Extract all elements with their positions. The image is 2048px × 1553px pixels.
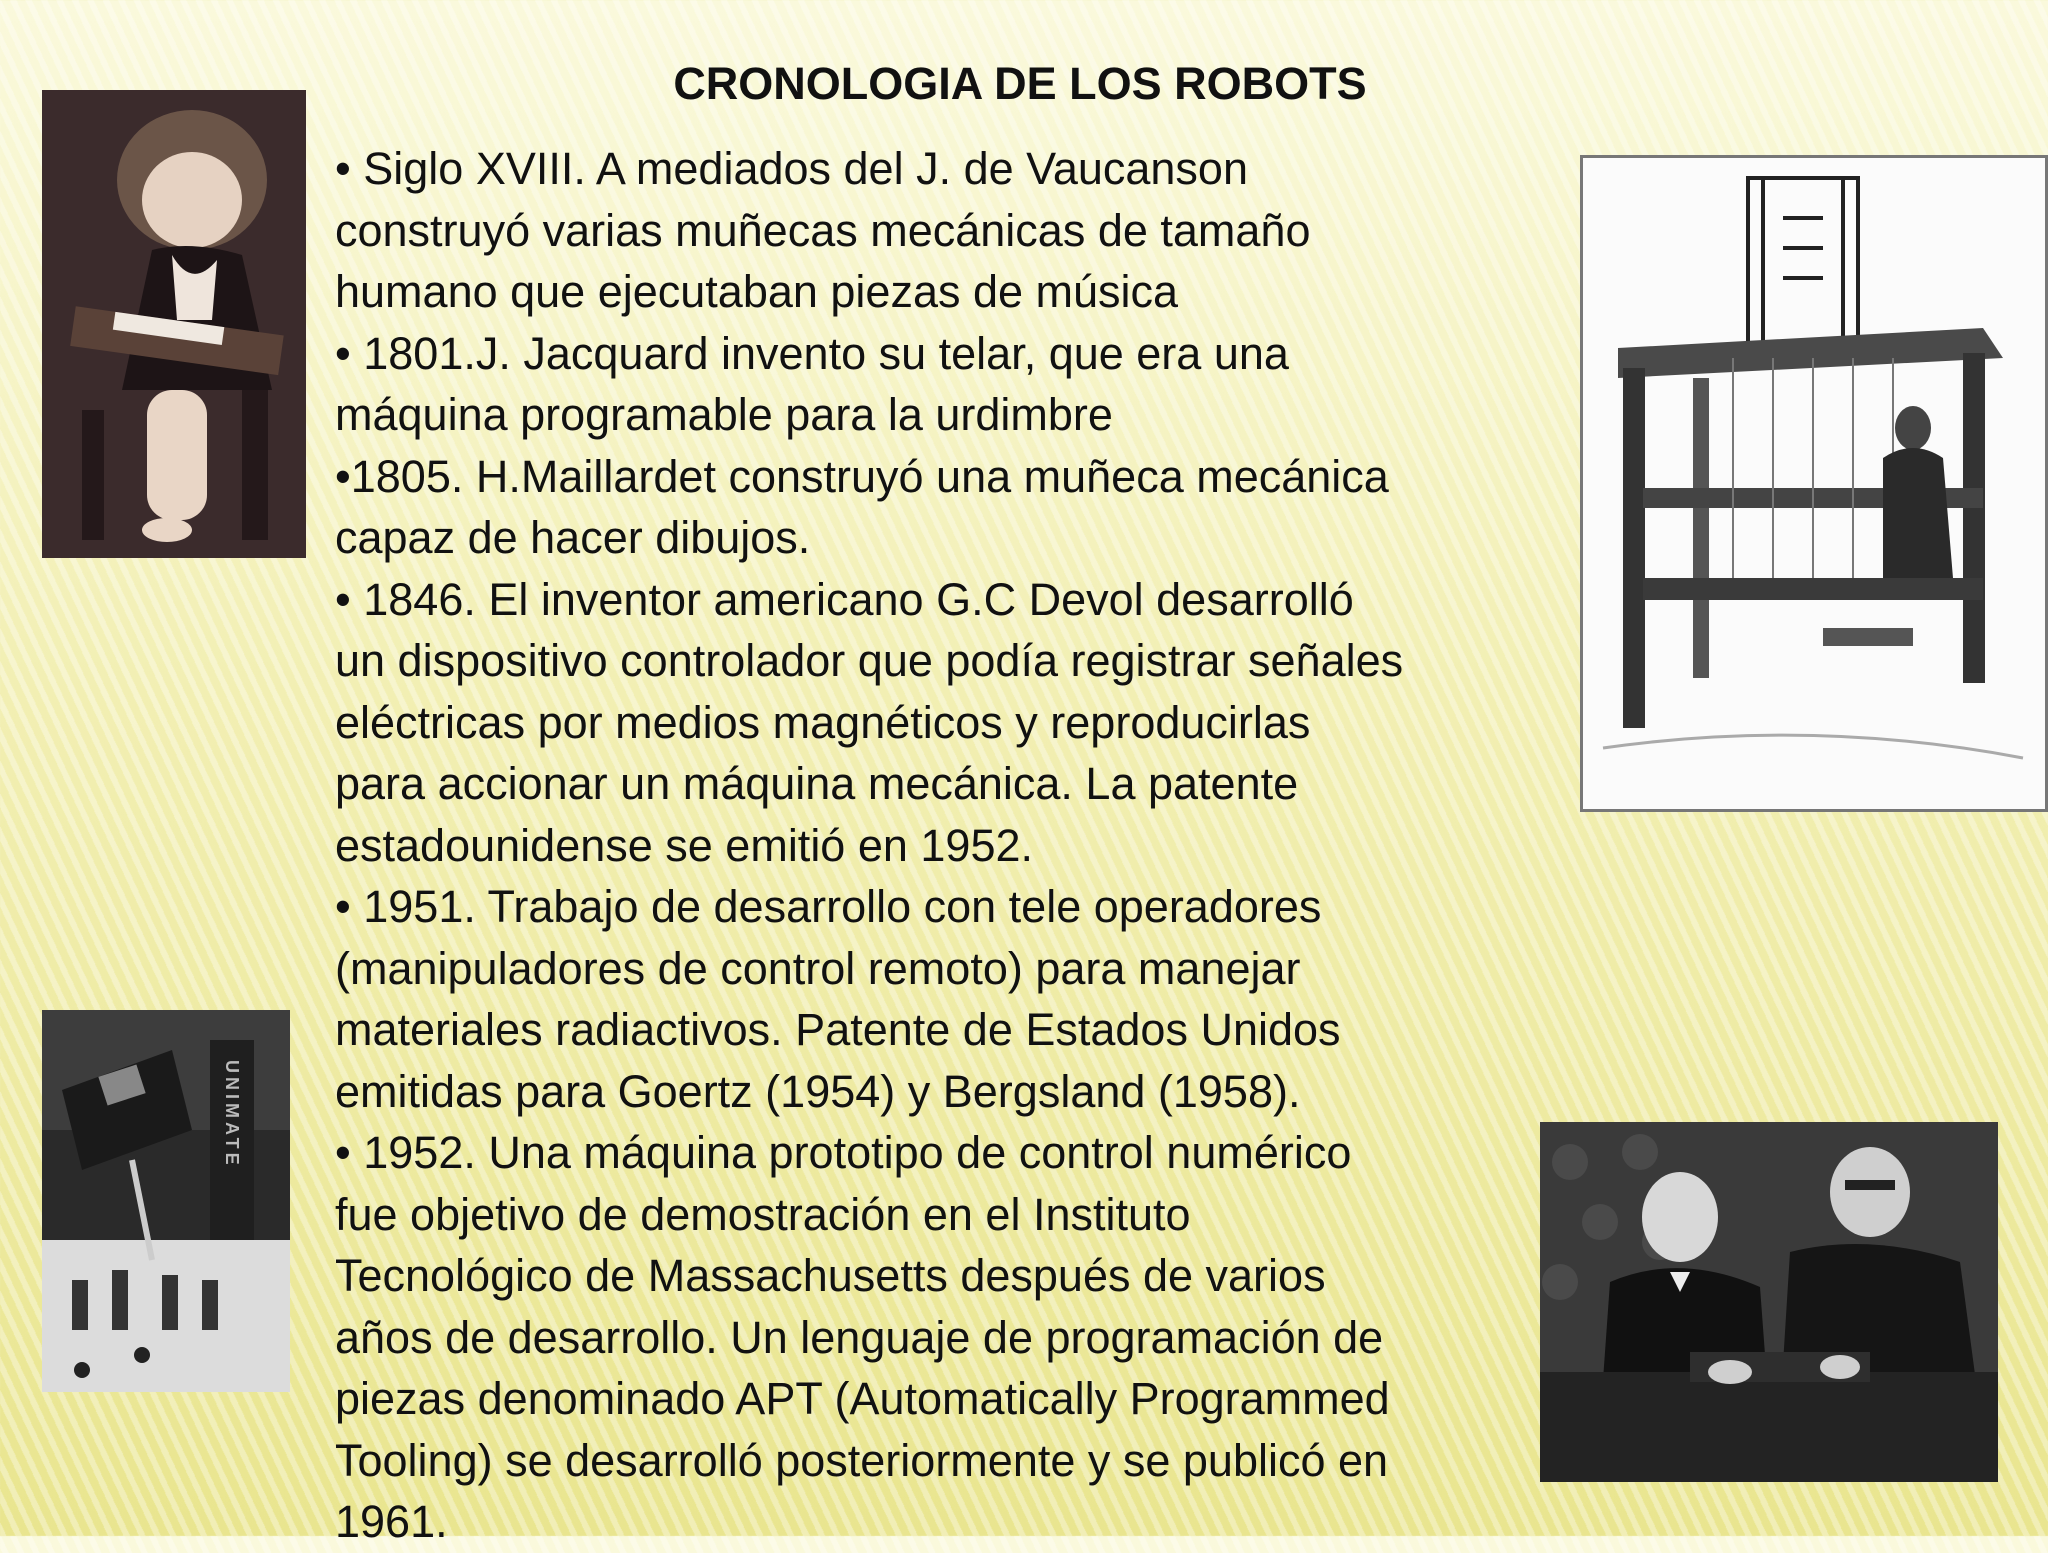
slide-title: CRONOLOGIA DE LOS ROBOTS	[673, 58, 1367, 109]
text-line: emitidas para Goertz (1954) y Bergsland (1958).	[335, 1065, 1301, 1117]
unimate-label: UNIMATE	[222, 1060, 242, 1169]
loom-illustration	[1583, 158, 2045, 809]
text-line: • Siglo XVIII. A mediados del J. de Vaucanson	[335, 143, 1248, 194]
text-line: • 1951. Trabajo de desarrollo con tele operadores	[335, 881, 1322, 932]
text-line: • 1801.J. Jacquard invento su telar, que era una	[335, 327, 1289, 379]
automaton-doll-photo	[42, 90, 306, 558]
text-line: años de desarrollo. Un lenguaje de programación de	[335, 1311, 1384, 1363]
text-line: Tooling) se desarrolló posteriormente y se publicó en	[335, 1434, 1389, 1486]
text-line: fue objetivo de demostración en el Instituto	[335, 1188, 1191, 1240]
text-line: máquina programable para la urdimbre	[335, 389, 1113, 440]
jacquard-loom-photo	[1580, 155, 2048, 812]
text-line: (manipuladores de control remoto) para manejar	[335, 942, 1301, 994]
unimate-robot-photo	[42, 1010, 290, 1392]
text-line: •1805. H.Maillardet construyó una muñeca mecánica	[335, 450, 1389, 502]
text-line: materiales radiactivos. Patente de Estados Unidos	[335, 1004, 1341, 1055]
timeline-text	[335, 138, 1555, 1553]
automaton-doll-illustration	[42, 90, 306, 558]
text-line: • 1952. Una máquina prototipo de control numérico	[335, 1127, 1352, 1178]
text-line: capaz de hacer dibujos.	[335, 512, 811, 563]
text-line: 1961.	[335, 1496, 448, 1547]
text-line: construyó varias muñecas mecánicas de tamaño	[335, 204, 1311, 256]
text-line: eléctricas por medios magnéticos y reproducirlas	[335, 696, 1311, 748]
engineers-illustration	[1540, 1122, 1998, 1482]
unimate-illustration	[42, 1010, 290, 1392]
text-line: estadounidense se emitió en 1952.	[335, 819, 1034, 871]
text-line: • 1846. El inventor americano G.C Devol desarrolló	[335, 573, 1354, 625]
text-line: Tecnológico de Massachusetts después de varios	[335, 1250, 1326, 1301]
text-line: un dispositivo controlador que podía registrar señales	[335, 635, 1404, 686]
engineers-photo	[1540, 1122, 1998, 1482]
text-line: humano que ejecutaban piezas de música	[335, 266, 1179, 317]
text-line: para accionar un máquina mecánica. La patente	[335, 758, 1299, 809]
text-line: piezas denominado APT (Automatically Programmed	[335, 1373, 1390, 1424]
